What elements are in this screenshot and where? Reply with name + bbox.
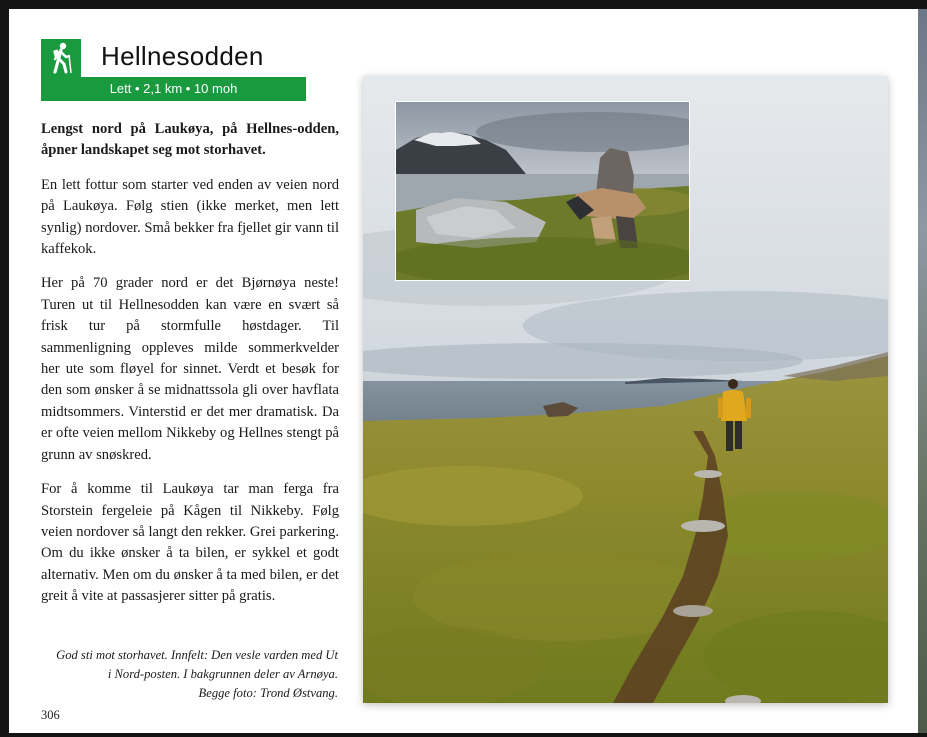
page-title: Hellnesodden: [101, 41, 264, 71]
next-page-edge: [918, 9, 927, 733]
inset-photo: [395, 101, 690, 281]
lead-paragraph: Lengst nord på Laukøya, på Hellnes-odden, åpner landskapet seg mot storhavet.: [41, 121, 339, 159]
book-page: [9, 9, 918, 733]
hiker-icon: [41, 39, 81, 79]
body-paragraph: Her på 70 grader nord er det Bjørnøya neste! Turen ut til Hellnesodden kan være en svært så frisk tur på stormfulle høstdager. Til sammenligning oppleves milde sommerkvelder her ute som fløyel for sinnet. Verdt et besøk for den som ønsker å se midnattssola gli over havflata midtsommers. Vinterstid er det mer dramatisk. Da er ofte veien mellom Nikkeby og Hellnes stengt på grunn av snøskred.: [41, 275, 339, 463]
body-paragraph: For å komme til Laukøya tar man ferga fra Storstein fergeleie på Kågen til Nikkeby. Følg veien nordover så langt den rekker. Grei parkering. Om du ikke ønsker å ta bilen, er sykkel et godt alternativ. Men om du ønsker å ta med bilen, er det greit å vite at passasjerer sitter på gratis.: [41, 481, 339, 605]
caption-line: God sti mot storhavet. Innfelt: Den vesle varden med Ut: [56, 648, 338, 662]
route-info-bar: Lett • 2,1 km • 10 moh: [41, 77, 306, 101]
page-number: 306: [41, 708, 60, 722]
body-paragraph: En lett fottur som starter ved enden av veien nord på Laukøya. Følg stien (ikke merket, men lett synlig) nordover. Små bekker fra fjellet gir vann til kaffekok.: [41, 176, 339, 258]
article-body: [41, 119, 339, 621]
caption-line: Begge foto: Trond Østvang.: [198, 686, 338, 700]
caption-line: i Nord-posten. I bakgrunnen deler av Arnøya.: [107, 667, 338, 681]
photo-caption: [41, 646, 338, 703]
